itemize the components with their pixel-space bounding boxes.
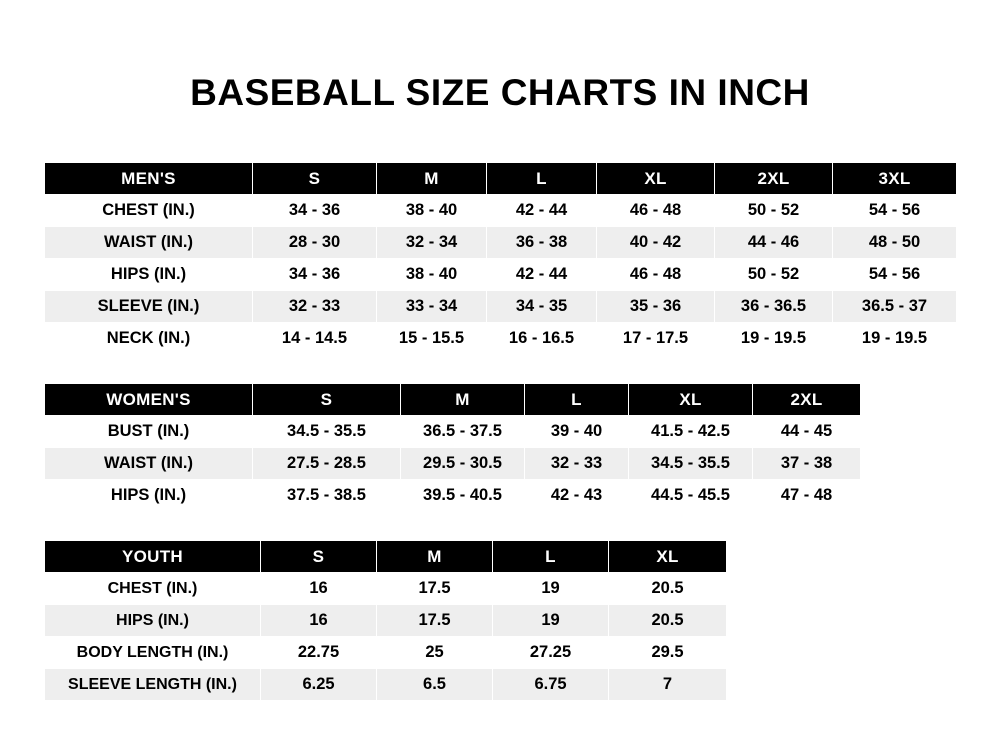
table-row: [45, 480, 861, 512]
cell: 46 - 48: [597, 195, 715, 227]
cell: 27.25: [493, 637, 609, 669]
womens-header-xl: XL: [629, 384, 753, 416]
cell: 38 - 40: [377, 195, 487, 227]
mens-header-l: L: [487, 163, 597, 195]
cell: 17 - 17.5: [597, 323, 715, 355]
table-row: [45, 448, 861, 480]
row-label: BODY LENGTH (IN.): [45, 637, 261, 669]
table-row: [45, 669, 727, 701]
cell: 44 - 45: [753, 416, 861, 448]
cell: 48 - 50: [833, 227, 957, 259]
cell: 34.5 - 35.5: [629, 448, 753, 480]
womens-header-s: S: [253, 384, 401, 416]
mens-table-header: [45, 163, 957, 195]
row-label: HIPS (IN.): [45, 480, 253, 512]
table-header-row: [45, 384, 861, 416]
row-label: SLEEVE LENGTH (IN.): [45, 669, 261, 701]
cell: 16 - 16.5: [487, 323, 597, 355]
cell: 35 - 36: [597, 291, 715, 323]
mens-header-m: M: [377, 163, 487, 195]
table-spacer: [44, 512, 956, 540]
cell: 32 - 33: [525, 448, 629, 480]
size-tables-container: [0, 162, 1000, 701]
table-row: [45, 259, 957, 291]
cell: 46 - 48: [597, 259, 715, 291]
mens-table-body: [45, 195, 957, 355]
cell: 44 - 46: [715, 227, 833, 259]
cell: 34 - 36: [253, 259, 377, 291]
mens-header-2xl: 2XL: [715, 163, 833, 195]
row-label: HIPS (IN.): [45, 605, 261, 637]
womens-size-table: [44, 383, 861, 512]
womens-table-header: [45, 384, 861, 416]
table-row: [45, 637, 727, 669]
cell: 40 - 42: [597, 227, 715, 259]
table-header-row: [45, 541, 727, 573]
cell: 41.5 - 42.5: [629, 416, 753, 448]
cell: 6.5: [377, 669, 493, 701]
womens-header-m: M: [401, 384, 525, 416]
cell: 20.5: [609, 605, 727, 637]
cell: 7: [609, 669, 727, 701]
table-row: [45, 227, 957, 259]
cell: 37.5 - 38.5: [253, 480, 401, 512]
row-label: WAIST (IN.): [45, 448, 253, 480]
youth-header-l: L: [493, 541, 609, 573]
row-label: SLEEVE (IN.): [45, 291, 253, 323]
womens-table-body: [45, 416, 861, 512]
mens-size-table: [44, 162, 957, 355]
youth-header-label: YOUTH: [45, 541, 261, 573]
table-row: [45, 605, 727, 637]
mens-header-xl: XL: [597, 163, 715, 195]
youth-size-table: [44, 540, 727, 701]
cell: 28 - 30: [253, 227, 377, 259]
youth-table-body: [45, 573, 727, 701]
table-row: [45, 323, 957, 355]
womens-header-2xl: 2XL: [753, 384, 861, 416]
cell: 29.5: [609, 637, 727, 669]
womens-header-l: L: [525, 384, 629, 416]
page-title: BASEBALL SIZE CHARTS IN INCH: [190, 72, 810, 113]
cell: 22.75: [261, 637, 377, 669]
cell: 34 - 36: [253, 195, 377, 227]
cell: 54 - 56: [833, 195, 957, 227]
table-row: [45, 195, 957, 227]
table-row: [45, 573, 727, 605]
table-row: [45, 291, 957, 323]
mens-header-label: MEN'S: [45, 163, 253, 195]
cell: 44.5 - 45.5: [629, 480, 753, 512]
cell: 39 - 40: [525, 416, 629, 448]
cell: 19: [493, 573, 609, 605]
mens-header-3xl: 3XL: [833, 163, 957, 195]
cell: 42 - 43: [525, 480, 629, 512]
youth-table-header: [45, 541, 727, 573]
cell: 19 - 19.5: [833, 323, 957, 355]
cell: 32 - 34: [377, 227, 487, 259]
table-row: [45, 416, 861, 448]
cell: 6.25: [261, 669, 377, 701]
cell: 34 - 35: [487, 291, 597, 323]
cell: 14 - 14.5: [253, 323, 377, 355]
cell: 50 - 52: [715, 195, 833, 227]
mens-header-s: S: [253, 163, 377, 195]
row-label: BUST (IN.): [45, 416, 253, 448]
cell: 37 - 38: [753, 448, 861, 480]
youth-header-m: M: [377, 541, 493, 573]
cell: 15 - 15.5: [377, 323, 487, 355]
womens-header-label: WOMEN'S: [45, 384, 253, 416]
cell: 17.5: [377, 605, 493, 637]
cell: 19 - 19.5: [715, 323, 833, 355]
cell: 32 - 33: [253, 291, 377, 323]
cell: 36 - 36.5: [715, 291, 833, 323]
cell: 42 - 44: [487, 259, 597, 291]
row-label: CHEST (IN.): [45, 573, 261, 605]
cell: 39.5 - 40.5: [401, 480, 525, 512]
row-label: NECK (IN.): [45, 323, 253, 355]
cell: 36.5 - 37.5: [401, 416, 525, 448]
table-spacer: [44, 355, 956, 383]
cell: 36 - 38: [487, 227, 597, 259]
row-label: WAIST (IN.): [45, 227, 253, 259]
cell: 25: [377, 637, 493, 669]
row-label: CHEST (IN.): [45, 195, 253, 227]
cell: 17.5: [377, 573, 493, 605]
row-label: HIPS (IN.): [45, 259, 253, 291]
cell: 50 - 52: [715, 259, 833, 291]
cell: 33 - 34: [377, 291, 487, 323]
cell: 16: [261, 573, 377, 605]
cell: 20.5: [609, 573, 727, 605]
cell: 29.5 - 30.5: [401, 448, 525, 480]
youth-header-xl: XL: [609, 541, 727, 573]
cell: 42 - 44: [487, 195, 597, 227]
cell: 19: [493, 605, 609, 637]
table-header-row: [45, 163, 957, 195]
cell: 47 - 48: [753, 480, 861, 512]
cell: 27.5 - 28.5: [253, 448, 401, 480]
cell: 34.5 - 35.5: [253, 416, 401, 448]
cell: 6.75: [493, 669, 609, 701]
youth-header-s: S: [261, 541, 377, 573]
cell: 54 - 56: [833, 259, 957, 291]
cell: 16: [261, 605, 377, 637]
cell: 36.5 - 37: [833, 291, 957, 323]
cell: 38 - 40: [377, 259, 487, 291]
